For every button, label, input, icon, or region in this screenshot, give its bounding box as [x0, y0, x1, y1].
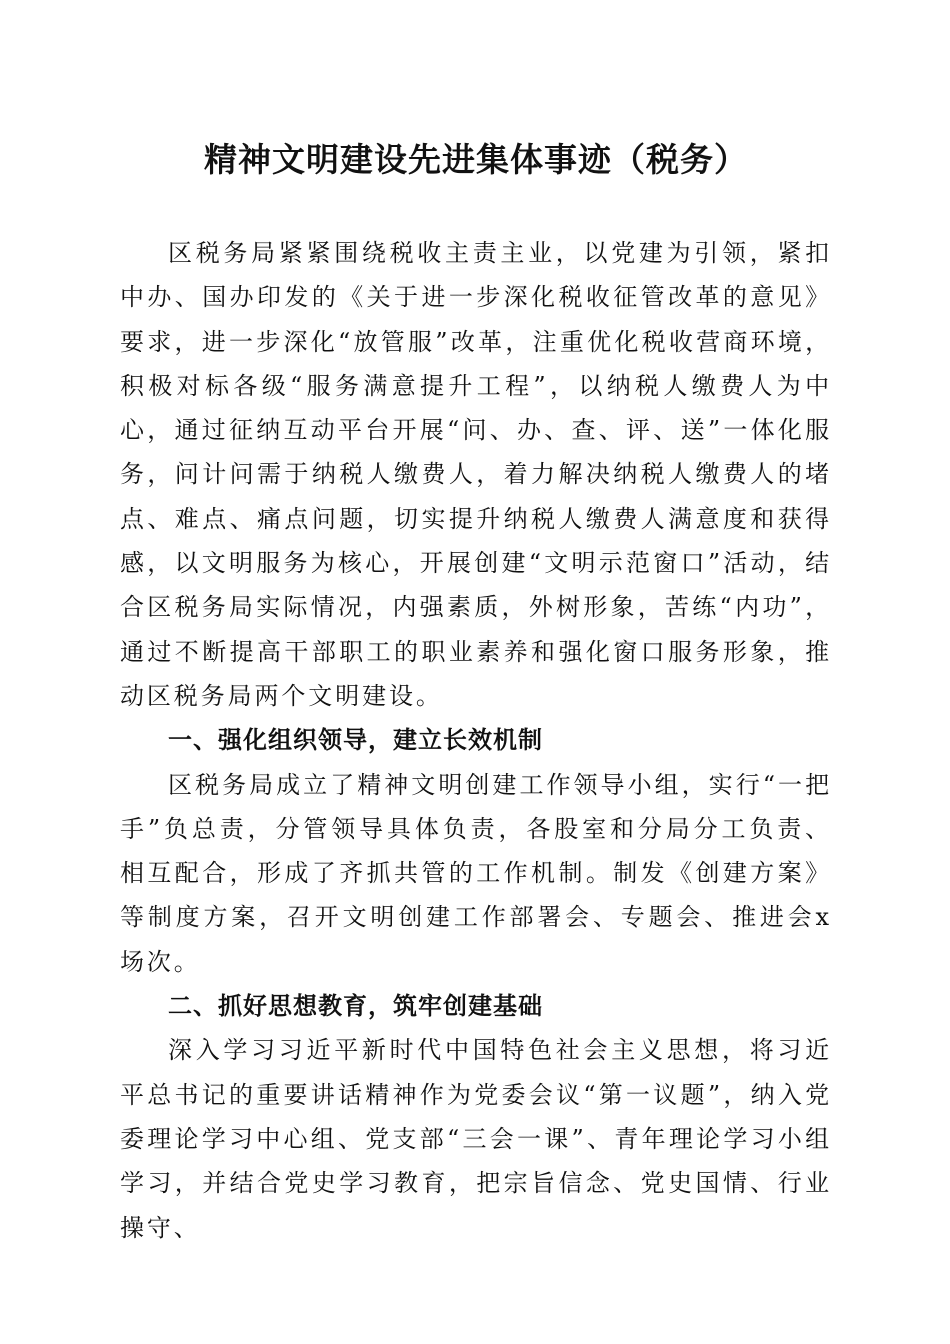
section-2-heading: 二、抓好思想教育，筑牢创建基础	[168, 992, 543, 1021]
document-body	[120, 231, 832, 1250]
intro-paragraph: 区税务局紧紧围绕税收主责主业，以党建为引领，紧扣中办、国办印发的《关于进一步深化税收征管改革的意见》要求，进一步深化“放管服”改革，注重优化税收营商环境，积极对标各级“服务满意提升工程”，以纳税人缴费人为中心，通过征纳互动平台开展“问、办、查、评、送”一体化服务，问计问需于纳税人缴费人，着力解决纳税人缴费人的堵点、难点、痛点问题，切实提升纳税人缴费人满意度和获得感，以文明服务为核心，开展创建“文明示范窗口”活动，结合区税务局实际情况，内强素质，外树形象，苦练“内功”，通过不断提高干部职工的职业素养和强化窗口服务形象，推动区税务局两个文明建设。	[120, 239, 832, 710]
section-1-paragraph: 区税务局成立了精神文明创建工作领导小组，实行“一把手”负总责，分管领导具体负责，各股室和分局分工负责、相互配合，形成了齐抓共管的工作机制。制发《创建方案》等制度方案，召开文明创建工作部署会、专题会、推进会x场次。	[120, 770, 832, 976]
document-title: 精神文明建设先进集体事迹（税务）	[204, 140, 748, 179]
document-page	[120, 0, 832, 1344]
section-2-paragraph: 深入学习习近平新时代中国特色社会主义思想，将习近平总书记的重要讲话精神作为党委会议“第一议题”，纳入党委理论学习中心组、党支部“三会一课”、青年理论学习小组学习，并结合党史学习教育，把宗旨信念、党史国情、行业操守、	[120, 1036, 832, 1242]
section-1-heading: 一、强化组织领导，建立长效机制	[168, 726, 543, 755]
